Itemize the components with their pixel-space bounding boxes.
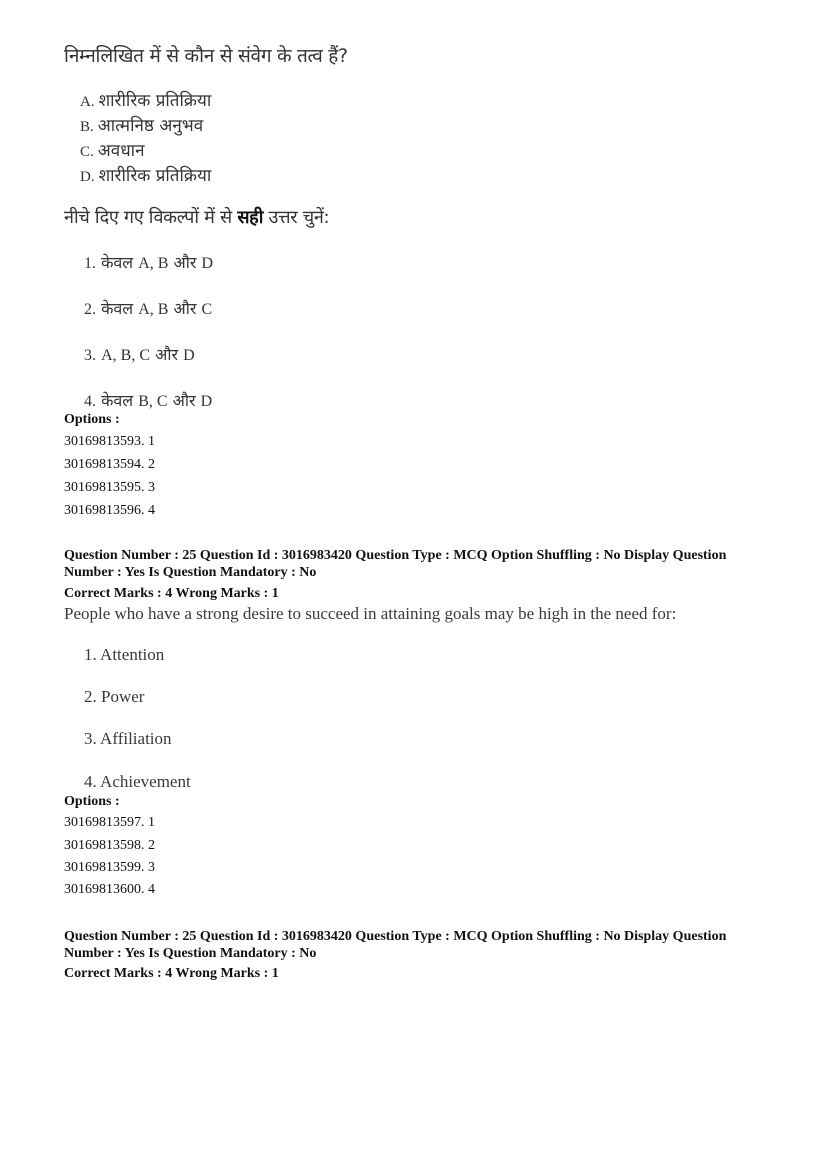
statement-a xyxy=(80,88,211,111)
question-meta-line2: Number : Yes Is Question Mandatory : No xyxy=(64,565,317,580)
choice-number: 3. xyxy=(84,347,96,364)
choice-number: 1. xyxy=(84,255,96,272)
statement-c xyxy=(80,138,145,161)
choice-letters: A, B xyxy=(138,301,169,318)
options-label: Options : xyxy=(64,794,120,809)
question-marks: Correct Marks : 4 Wrong Marks : 1 xyxy=(64,586,279,601)
choice-1: 1. Attention xyxy=(84,645,165,664)
choice-last: D xyxy=(183,347,195,364)
choice-prefix: केवल xyxy=(101,253,139,272)
instruction-bold: सही xyxy=(237,207,264,228)
choice-1 xyxy=(84,251,213,273)
option-id: 30169813594. 2 xyxy=(64,457,155,472)
choice-conj: और xyxy=(168,253,202,272)
statement-text: अवधान xyxy=(97,141,145,161)
choice-4 xyxy=(84,389,212,411)
choice-4: 4. Achievement xyxy=(84,772,191,791)
question-text-hindi: निम्नलिखित में से कौन से संवेग के तत्व हैं? xyxy=(64,45,348,67)
choice-letters: B, C xyxy=(138,393,168,410)
instruction-text xyxy=(64,205,329,229)
choice-3: 3. Affiliation xyxy=(84,729,172,748)
choice-number: 4. xyxy=(84,393,96,410)
choice-letters: A, B xyxy=(138,255,169,272)
choice-conj: और xyxy=(168,299,202,318)
option-id: 30169813599. 3 xyxy=(64,860,155,875)
statement-d xyxy=(80,163,211,186)
statement-text: शारीरिक प्रतिक्रिया xyxy=(98,166,212,186)
question-meta-line1: Question Number : 25 Question Id : 3016983420 Question Type : MCQ Option Shuffling : No Display Question xyxy=(64,929,727,944)
statement-b xyxy=(80,113,203,136)
statement-letter: A. xyxy=(80,94,95,110)
option-id: 30169813593. 1 xyxy=(64,434,155,449)
choice-last: D xyxy=(200,393,213,410)
choice-2: 2. Power xyxy=(84,687,145,706)
question-meta-line1: Question Number : 25 Question Id : 3016983420 Question Type : MCQ Option Shuffling : No Display Question xyxy=(64,548,727,563)
choice-2 xyxy=(84,297,212,319)
option-id: 30169813598. 2 xyxy=(64,838,155,853)
statement-letter: D. xyxy=(80,169,95,185)
choice-last: D xyxy=(201,255,214,272)
choice-conj: और xyxy=(150,345,184,364)
statement-text: आत्मनिष्ठ अनुभव xyxy=(97,116,204,136)
option-id: 30169813596. 4 xyxy=(64,503,155,518)
choice-prefix: केवल xyxy=(101,391,139,410)
statement-letter: B. xyxy=(80,119,94,135)
option-id: 30169813595. 3 xyxy=(64,480,155,495)
choice-letters: A, B, C xyxy=(101,347,150,364)
statement-text: शारीरिक प्रतिक्रिया xyxy=(98,91,212,111)
question-meta-line2: Number : Yes Is Question Mandatory : No xyxy=(64,946,317,961)
statement-letter: C. xyxy=(80,144,94,160)
choice-3 xyxy=(84,343,195,365)
instruction-before: नीचे दिए गए विकल्पों में से xyxy=(64,207,238,228)
options-label: Options : xyxy=(64,412,120,427)
option-id: 30169813597. 1 xyxy=(64,815,155,830)
option-id: 30169813600. 4 xyxy=(64,882,155,897)
question-marks: Correct Marks : 4 Wrong Marks : 1 xyxy=(64,966,279,981)
choice-conj: और xyxy=(167,391,201,410)
choice-last: C xyxy=(201,301,213,318)
instruction-after: उत्तर चुनें: xyxy=(263,207,330,228)
question-text: People who have a strong desire to succeed in attaining goals may be high in the need for: xyxy=(64,604,677,623)
choice-prefix: केवल xyxy=(101,299,139,318)
choice-number: 2. xyxy=(84,301,96,318)
